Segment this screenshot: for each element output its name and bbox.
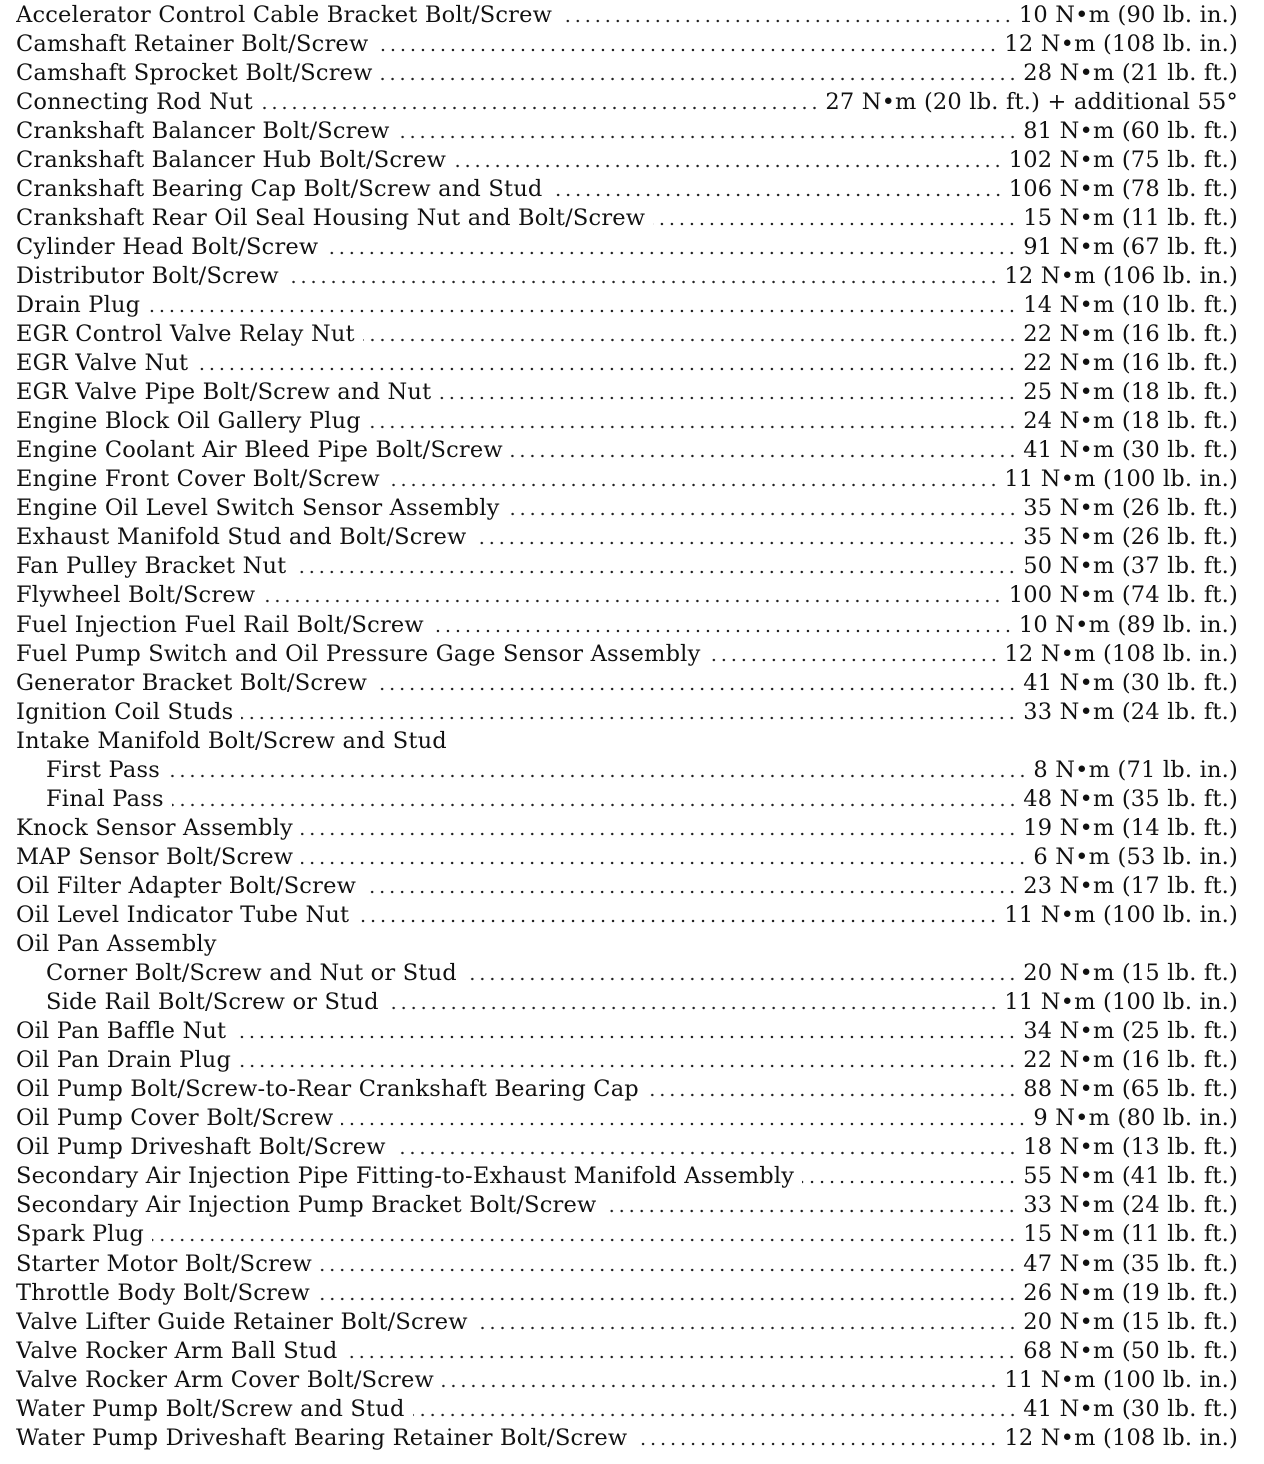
spec-group-header [16,930,1238,959]
spec-row [16,174,1238,203]
spec-label: Valve Lifter Guide Retainer Bolt/Screw [16,1308,468,1335]
spec-value: 68 N•m (50 lb. ft.) [1023,1337,1238,1364]
spec-label: Valve Rocker Arm Cover Bolt/Screw [16,1366,434,1393]
spec-row [16,1307,1238,1336]
spec-value: 25 N•m (18 lb. ft.) [1023,379,1238,406]
spec-row [16,378,1238,407]
spec-value: 22 N•m (16 lb. ft.) [1023,350,1238,377]
spec-value: 22 N•m (16 lb. ft.) [1023,321,1238,348]
spec-label: Oil Pan Drain Plug [16,1047,232,1074]
spec-row [16,116,1238,145]
dot-leader [301,859,1027,867]
spec-row [16,1046,1238,1075]
spec-value: 35 N•m (26 lb. ft.) [1023,524,1238,551]
spec-value: 48 N•m (35 lb. ft.) [1023,785,1238,812]
spec-row [16,1336,1238,1365]
spec-row [16,1162,1238,1191]
spec-label: Secondary Air Injection Pump Bracket Bolt/Screw [16,1192,597,1219]
spec-row [16,1133,1238,1162]
dot-leader [239,1062,1017,1070]
dot-leader [413,1411,1018,1419]
spec-row [16,1104,1238,1133]
spec-value: 55 N•m (41 lb. ft.) [1023,1163,1238,1190]
dot-leader [369,423,1017,431]
dot-leader [168,772,1027,780]
spec-row [16,145,1238,174]
spec-row [16,668,1238,697]
spec-row [16,784,1238,813]
dot-leader [474,539,1017,547]
spec-row [16,0,1238,29]
spec-label: Spark Plug [16,1221,145,1248]
spec-label: Knock Sensor Assembly [16,814,293,841]
spec-label: EGR Control Valve Relay Nut [16,321,355,348]
spec-label: Connecting Rod Nut [16,88,253,115]
spec-row [16,1075,1238,1104]
dot-leader [364,888,1017,896]
spec-value: 22 N•m (16 lb. ft.) [1023,1047,1238,1074]
spec-label: Intake Manifold Bolt/Screw and Stud [16,727,447,754]
spec-label: MAP Sensor Bolt/Screw [16,843,294,870]
dot-leader [196,365,1017,373]
dot-leader [152,1236,1017,1244]
spec-label: Crankshaft Balancer Hub Bolt/Screw [16,146,447,173]
spec-label: Throttle Body Bolt/Screw [16,1279,310,1306]
spec-value: 11 N•m (100 lb. in.) [1004,466,1238,493]
dot-leader [326,249,1017,257]
spec-label: Engine Front Cover Bolt/Screw [16,466,380,493]
spec-value: 81 N•m (60 lb. ft.) [1023,117,1238,144]
dot-leader [345,1353,1017,1361]
spec-value: 33 N•m (24 lb. ft.) [1023,1192,1238,1219]
dot-leader [341,1120,1027,1128]
dot-leader [653,220,1017,228]
spec-label: Ignition Coil Studs [16,698,234,725]
spec-label: Oil Pump Cover Bolt/Screw [16,1105,334,1132]
spec-row [16,203,1238,232]
dot-leader [439,394,1017,402]
spec-label: Crankshaft Rear Oil Seal Housing Nut and Bolt/Screw [16,204,646,231]
spec-label: Starter Motor Bolt/Screw [16,1250,313,1277]
spec-value: 100 N•m (74 lb. ft.) [1008,582,1238,609]
spec-row [16,1249,1238,1278]
dot-leader [294,568,1017,576]
dot-leader [363,336,1017,344]
dot-leader [148,307,1017,315]
spec-row [16,58,1238,87]
spec-value: 10 N•m (89 lb. in.) [1018,611,1238,638]
spec-row [16,610,1238,639]
dot-leader [551,191,1003,199]
dot-leader [508,510,1018,518]
spec-row [16,813,1238,842]
spec-value: 91 N•m (67 lb. ft.) [1023,233,1238,260]
spec-row [16,29,1238,58]
spec-row [16,261,1238,290]
dot-leader [511,452,1017,460]
spec-row [16,290,1238,319]
spec-row [16,407,1238,436]
torque-spec-table [16,0,1238,1452]
spec-value: 88 N•m (65 lb. ft.) [1023,1076,1238,1103]
dot-leader [301,830,1017,838]
spec-value: 12 N•m (108 lb. in.) [1004,30,1238,57]
dot-leader [172,801,1018,809]
spec-row [16,1220,1238,1249]
spec-label: Oil Pump Driveshaft Bolt/Screw [16,1134,386,1161]
spec-value: 41 N•m (30 lb. ft.) [1023,1395,1238,1422]
spec-row [16,1017,1238,1046]
spec-label: Engine Block Oil Gallery Plug [16,408,361,435]
dot-leader [454,162,1003,170]
spec-value: 27 N•m (20 lb. ft.) + additional 55° [825,88,1238,115]
spec-label: Distributor Bolt/Screw [16,262,279,289]
spec-label: Cylinder Head Bolt/Screw [16,233,319,260]
spec-value: 47 N•m (35 lb. ft.) [1023,1250,1238,1277]
spec-label: Side Rail Bolt/Screw or Stud [46,989,379,1016]
spec-label: Valve Rocker Arm Ball Stud [16,1337,338,1364]
spec-row [16,959,1238,988]
dot-leader [318,1295,1017,1303]
spec-label: Oil Filter Adapter Bolt/Screw [16,872,357,899]
spec-row [16,900,1238,929]
spec-label: Crankshaft Balancer Bolt/Screw [16,117,390,144]
spec-label: Camshaft Retainer Bolt/Screw [16,30,369,57]
spec-value: 19 N•m (14 lb. ft.) [1023,814,1238,841]
spec-label: Secondary Air Injection Pipe Fitting-to-Exhaust Manifold Assembly [16,1163,795,1190]
spec-label: EGR Valve Pipe Bolt/Screw and Nut [16,379,432,406]
dot-leader [432,627,1013,635]
spec-row [16,320,1238,349]
spec-value: 28 N•m (21 lb. ft.) [1023,59,1238,86]
spec-value: 50 N•m (37 lb. ft.) [1023,553,1238,580]
spec-value: 24 N•m (18 lb. ft.) [1023,408,1238,435]
spec-value: 106 N•m (78 lb. ft.) [1008,175,1238,202]
spec-value: 8 N•m (71 lb. in.) [1033,756,1238,783]
spec-row [16,349,1238,378]
spec-row [16,552,1238,581]
spec-value: 20 N•m (15 lb. ft.) [1023,1308,1238,1335]
spec-label: Water Pump Driveshaft Bearing Retainer Bolt/Screw [16,1424,628,1451]
spec-value: 11 N•m (100 lb. in.) [1004,989,1238,1016]
spec-value: 15 N•m (11 lb. ft.) [1023,1221,1238,1248]
spec-row [16,1191,1238,1220]
dot-leader [394,1149,1017,1157]
dot-leader [709,656,999,664]
spec-row [16,523,1238,552]
spec-value: 11 N•m (100 lb. in.) [1004,1366,1238,1393]
dot-leader [287,278,999,286]
spec-value: 6 N•m (53 lb. in.) [1033,843,1238,870]
spec-value: 23 N•m (17 lb. ft.) [1023,872,1238,899]
dot-leader [465,975,1017,983]
dot-leader [320,1266,1017,1274]
spec-group-header [16,726,1238,755]
dot-leader [388,481,999,489]
spec-label: Crankshaft Bearing Cap Bolt/Screw and Stud [16,175,543,202]
spec-label: Oil Pan Baffle Nut [16,1018,227,1045]
spec-value: 15 N•m (11 lb. ft.) [1023,204,1238,231]
spec-label: Corner Bolt/Screw and Nut or Stud [46,960,457,987]
spec-label: Exhaust Manifold Stud and Bolt/Screw [16,524,467,551]
spec-value: 41 N•m (30 lb. ft.) [1023,669,1238,696]
spec-label: Fuel Pump Switch and Oil Pressure Gage Sensor Assembly [16,640,701,667]
spec-row [16,842,1238,871]
spec-row [16,697,1238,726]
spec-row [16,436,1238,465]
spec-value: 41 N•m (30 lb. ft.) [1023,437,1238,464]
spec-value: 14 N•m (10 lb. ft.) [1023,291,1238,318]
spec-label: First Pass [46,756,160,783]
spec-value: 26 N•m (19 lb. ft.) [1023,1279,1238,1306]
spec-row [16,1278,1238,1307]
spec-label: Oil Pan Assembly [16,931,217,958]
dot-leader [647,1091,1017,1099]
spec-value: 11 N•m (100 lb. in.) [1004,901,1238,928]
spec-row [16,232,1238,261]
dot-leader [560,17,1013,25]
spec-row [16,87,1238,116]
spec-row [16,581,1238,610]
dot-leader [234,1033,1017,1041]
dot-leader [375,685,1017,693]
spec-label: Engine Oil Level Switch Sensor Assembly [16,495,500,522]
spec-value: 9 N•m (80 lb. in.) [1033,1105,1238,1132]
dot-leader [263,597,1002,605]
spec-label: Generator Bracket Bolt/Screw [16,669,368,696]
spec-row [16,639,1238,668]
spec-row [16,1365,1238,1394]
spec-label: Water Pump Bolt/Screw and Stud [16,1395,405,1422]
spec-label: Drain Plug [16,291,141,318]
dot-leader [635,1440,998,1448]
spec-value: 12 N•m (108 lb. in.) [1004,1424,1238,1451]
dot-leader [381,75,1018,83]
spec-value: 12 N•m (106 lb. in.) [1004,262,1238,289]
spec-value: 10 N•m (90 lb. in.) [1018,1,1238,28]
dot-leader [442,1382,998,1390]
dot-leader [357,917,998,925]
spec-label: Accelerator Control Cable Bracket Bolt/Screw [16,1,553,28]
spec-label: Camshaft Sprocket Bolt/Screw [16,59,373,86]
spec-row [16,465,1238,494]
dot-leader [241,714,1017,722]
spec-row [16,1394,1238,1423]
spec-label: EGR Valve Nut [16,350,189,377]
spec-row [16,494,1238,523]
spec-label: Engine Coolant Air Bleed Pipe Bolt/Screw [16,437,503,464]
spec-row [16,871,1238,900]
spec-label: Oil Level Indicator Tube Nut [16,901,350,928]
spec-label: Flywheel Bolt/Screw [16,582,256,609]
spec-value: 33 N•m (24 lb. ft.) [1023,698,1238,725]
spec-value: 12 N•m (108 lb. in.) [1004,640,1238,667]
dot-leader [802,1178,1017,1186]
spec-label: Fan Pulley Bracket Nut [16,553,287,580]
spec-value: 20 N•m (15 lb. ft.) [1023,960,1238,987]
spec-label: Final Pass [46,785,164,812]
spec-value: 18 N•m (13 lb. ft.) [1023,1134,1238,1161]
spec-row [16,988,1238,1017]
spec-label: Oil Pump Bolt/Screw-to-Rear Crankshaft Bearing Cap [16,1076,639,1103]
dot-leader [604,1207,1017,1215]
spec-label: Fuel Injection Fuel Rail Bolt/Screw [16,611,424,638]
dot-leader [476,1324,1018,1332]
dot-leader [387,1004,999,1012]
dot-leader [398,133,1018,141]
spec-row [16,1423,1238,1452]
spec-row [16,755,1238,784]
dot-leader [376,46,998,54]
spec-value: 34 N•m (25 lb. ft.) [1023,1018,1238,1045]
dot-leader [261,104,820,112]
spec-value: 102 N•m (75 lb. ft.) [1008,146,1238,173]
spec-value: 35 N•m (26 lb. ft.) [1023,495,1238,522]
